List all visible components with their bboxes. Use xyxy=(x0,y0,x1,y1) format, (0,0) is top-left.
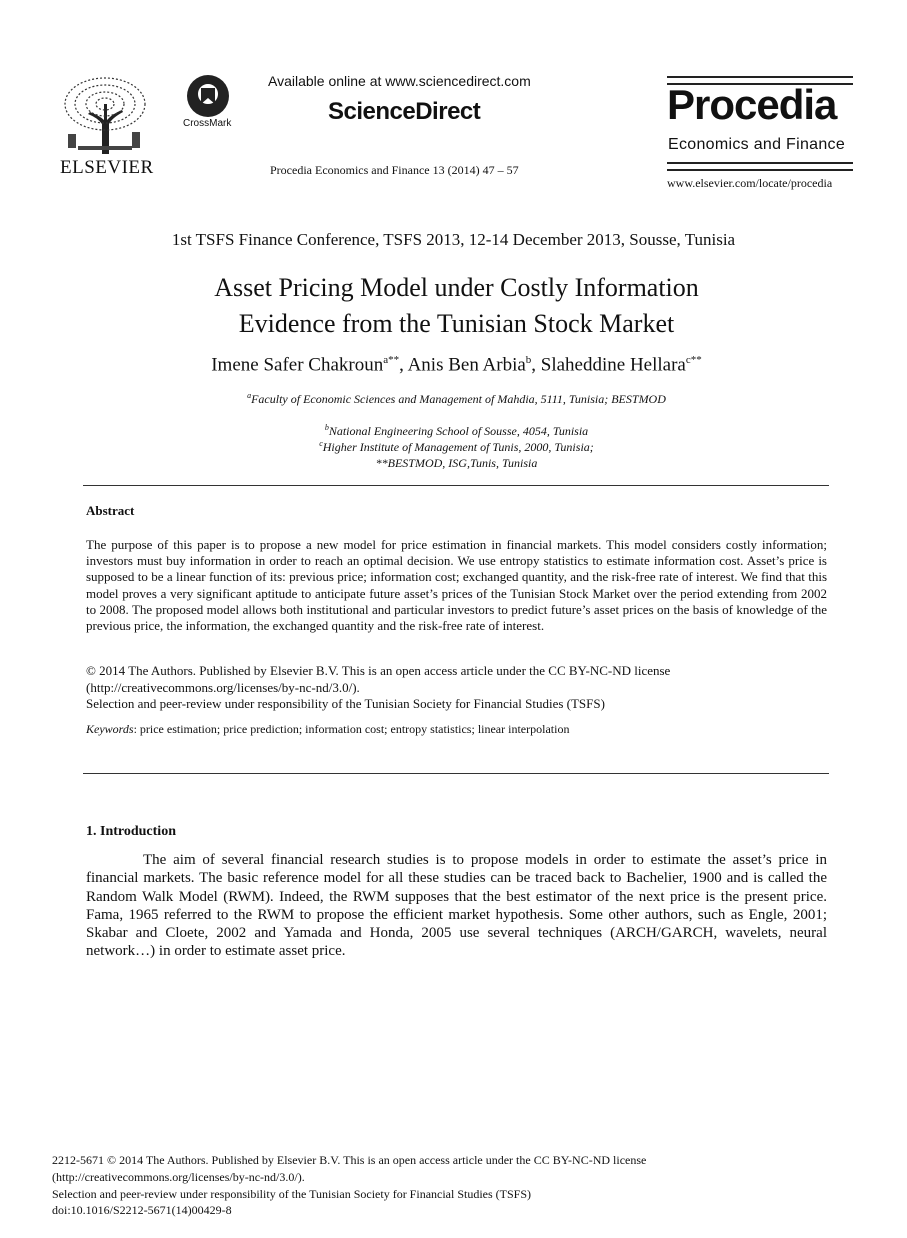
sciencedirect-wordmark: ScienceDirect xyxy=(328,98,481,125)
aff-sup: c xyxy=(319,439,323,448)
aff-sup: a xyxy=(247,391,252,400)
author-separator: , xyxy=(399,354,408,376)
elsevier-tree-logo xyxy=(58,74,152,156)
crossmark-label: CrossMark xyxy=(183,118,232,129)
aff-text: Higher Institute of Management of Tunis, 2000, Tunisia; xyxy=(322,440,594,454)
author-list xyxy=(0,354,907,376)
aff-text: National Engineering School of Sousse, 4054, Tunisia xyxy=(328,424,589,438)
affiliation-c xyxy=(0,439,907,455)
author-name: Slaheddine Hellara xyxy=(540,354,686,376)
abstract-bottom-rule xyxy=(83,773,829,774)
title-line-2: Evidence from the Tunisian Stock Market xyxy=(238,309,675,338)
license-statement: © 2014 The Authors. Published by Elsevier B.V. This is an open access article under the CC BY-NC-ND license xyxy=(86,663,671,678)
footer-peer-review: Selection and peer-review under responsibility of the Tunisian Society for Financial Studies (TSFS) xyxy=(52,1187,532,1201)
procedia-subtitle: Economics and Finance xyxy=(668,136,846,153)
crossmark-icon[interactable] xyxy=(186,74,232,120)
introduction-paragraph: The aim of several financial research studies is to propose models in order to estimate the asset’s price in financial markets. The basic reference model for all these studies can be traced back to Bachelier, 1900 and is called the Random Walk Model (RWM). Indeed, the RWM supposes that the best estimator of the next price is the present price. Fama, 1965 referred to the RWM to propose the efficient market hypothesis. Some other authors, such as Engle, 2001; Skabar and Cloete, 2002 and Yamada and Honda, 2005 use several techniques (ARCH/GARCH, wavelets, neural network…) in order to estimate asset price. xyxy=(86,852,827,960)
paper-title xyxy=(0,270,907,342)
author-separator: , xyxy=(531,354,541,376)
aff-text: **BESTMOD, ISG,Tunis, Tunisia xyxy=(375,456,538,470)
license-url[interactable]: (http://creativecommons.org/licenses/by-nc-nd/3.0/). xyxy=(86,680,360,695)
peer-review-statement: Selection and peer-review under responsibility of the Tunisian Society for Financial Studies (TSFS) xyxy=(86,696,605,711)
author-name: Anis Ben Arbia xyxy=(407,354,526,376)
aff-sup: b xyxy=(324,423,329,432)
affiliation-bestmod xyxy=(0,456,907,471)
abstract-body: The purpose of this paper is to propose a new model for price estimation in financial markets. This model considers costly information; investors must buy information in order to reach an optimal decision. We use entropy statistics to estimate information cost. Asset’s price is supposed to be a linear function of its: previous price; information cost; exchanged quantity, and the risk-free rate of interest. We find that this model proves a very significant aptitude to anticipate future asset’s prices of the Tunisian Stock Market over the period extending from 2002 to 2008. The proposed model allows both institutional and particular investors to predict future’s asset prices on the basis of knowledge of the previous price, the information, the exchanged quantity and the risk-free rate of interest. xyxy=(86,537,827,634)
conference-line: 1st TSFS Finance Conference, TSFS 2013, 12-14 December 2013, Sousse, Tunisia xyxy=(171,230,736,249)
title-line-1: Asset Pricing Model under Costly Information xyxy=(214,273,699,302)
procedia-wordmark: Procedia xyxy=(667,81,837,128)
keywords-line xyxy=(86,722,569,737)
journal-reference: Procedia Economics and Finance 13 (2014) 47 – 57 xyxy=(270,163,519,177)
aff-text: Faculty of Economic Sciences and Management of Mahdia, 5111, Tunisia; BESTMOD xyxy=(251,392,666,406)
footer-doi[interactable]: doi:10.1016/S2212-5671(14)00429-8 xyxy=(52,1203,232,1217)
elsevier-wordmark: ELSEVIER xyxy=(60,157,154,178)
footer-license-link[interactable]: (http://creativecommons.org/licenses/by-nc-nd/3.0/). xyxy=(52,1170,305,1184)
procedia-url-link[interactable]: www.elsevier.com/locate/procedia xyxy=(667,176,833,190)
affiliation-b xyxy=(0,423,907,439)
author-sup: b xyxy=(525,354,532,366)
keywords-label: Keywords xyxy=(86,722,134,736)
keywords-list: : price estimation; price prediction; information cost; entropy statistics; linear interpolation xyxy=(133,722,570,736)
author-sup: a** xyxy=(383,354,400,366)
procedia-bottom-rule xyxy=(667,162,853,171)
affiliation-a xyxy=(0,391,907,407)
author-sup: c** xyxy=(685,354,702,366)
section-heading-introduction: 1. Introduction xyxy=(86,824,176,839)
footer-license: 2212-5671 © 2014 The Authors. Published by Elsevier B.V. This is an open access article under the CC BY-NC-ND license xyxy=(52,1153,647,1167)
abstract-heading: Abstract xyxy=(86,503,135,518)
author-name: Imene Safer Chakroun xyxy=(211,354,384,376)
license-link[interactable] xyxy=(86,680,360,697)
abstract-top-rule xyxy=(83,485,829,486)
available-online-text: Available online at www.sciencedirect.com xyxy=(268,73,531,89)
